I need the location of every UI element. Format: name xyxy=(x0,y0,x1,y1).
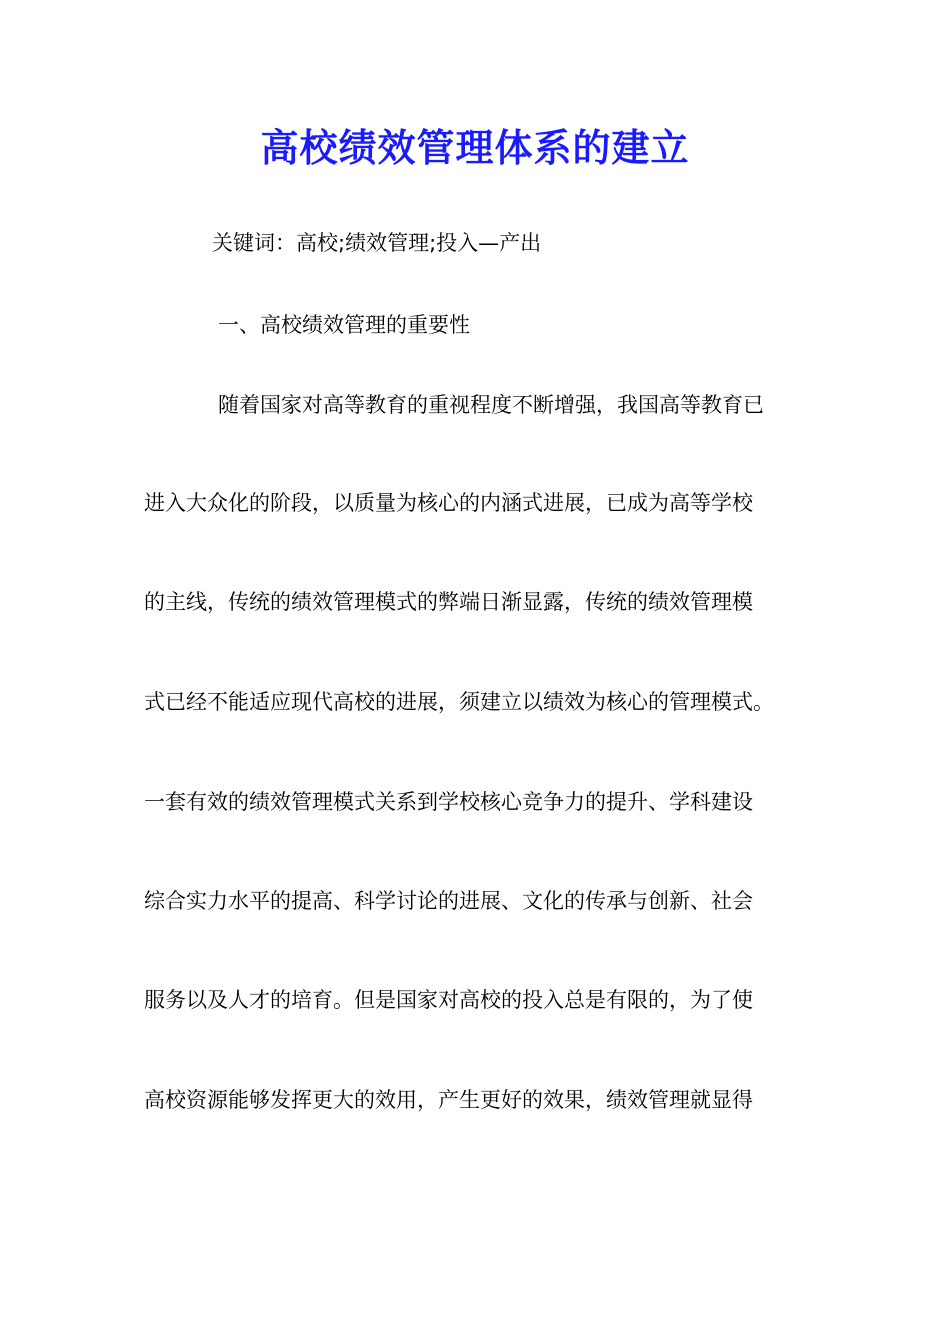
keywords-line: 关键词：高校;绩效管理;投入—产出 xyxy=(212,231,542,255)
body-line: 的主线，传统的绩效管理模式的弊端日渐显露，传统的绩效管理模 xyxy=(144,590,753,614)
body-line: 一套有效的绩效管理模式关系到学校核心竞争力的提升、学科建设 xyxy=(144,790,753,814)
document-title: 高校绩效管理体系的建立 xyxy=(260,125,690,170)
body-line: 服务以及人才的培育。但是国家对高校的投入总是有限的，为了使 xyxy=(144,988,753,1012)
body-line: 式已经不能适应现代高校的进展，须建立以绩效为核心的管理模式。 xyxy=(144,690,774,714)
body-line: 高校资源能够发挥更大的效用，产生更好的效果，绩效管理就显得 xyxy=(144,1088,753,1112)
body-line: 综合实力水平的提高、科学讨论的进展、文化的传承与创新、社会 xyxy=(144,889,753,913)
section-heading: 一、高校绩效管理的重要性 xyxy=(218,313,470,337)
body-line: 进入大众化的阶段，以质量为核心的内涵式进展，已成为高等学校 xyxy=(144,491,753,515)
body-line: 随着国家对高等教育的重视程度不断增强，我国高等教育已 xyxy=(218,393,764,417)
